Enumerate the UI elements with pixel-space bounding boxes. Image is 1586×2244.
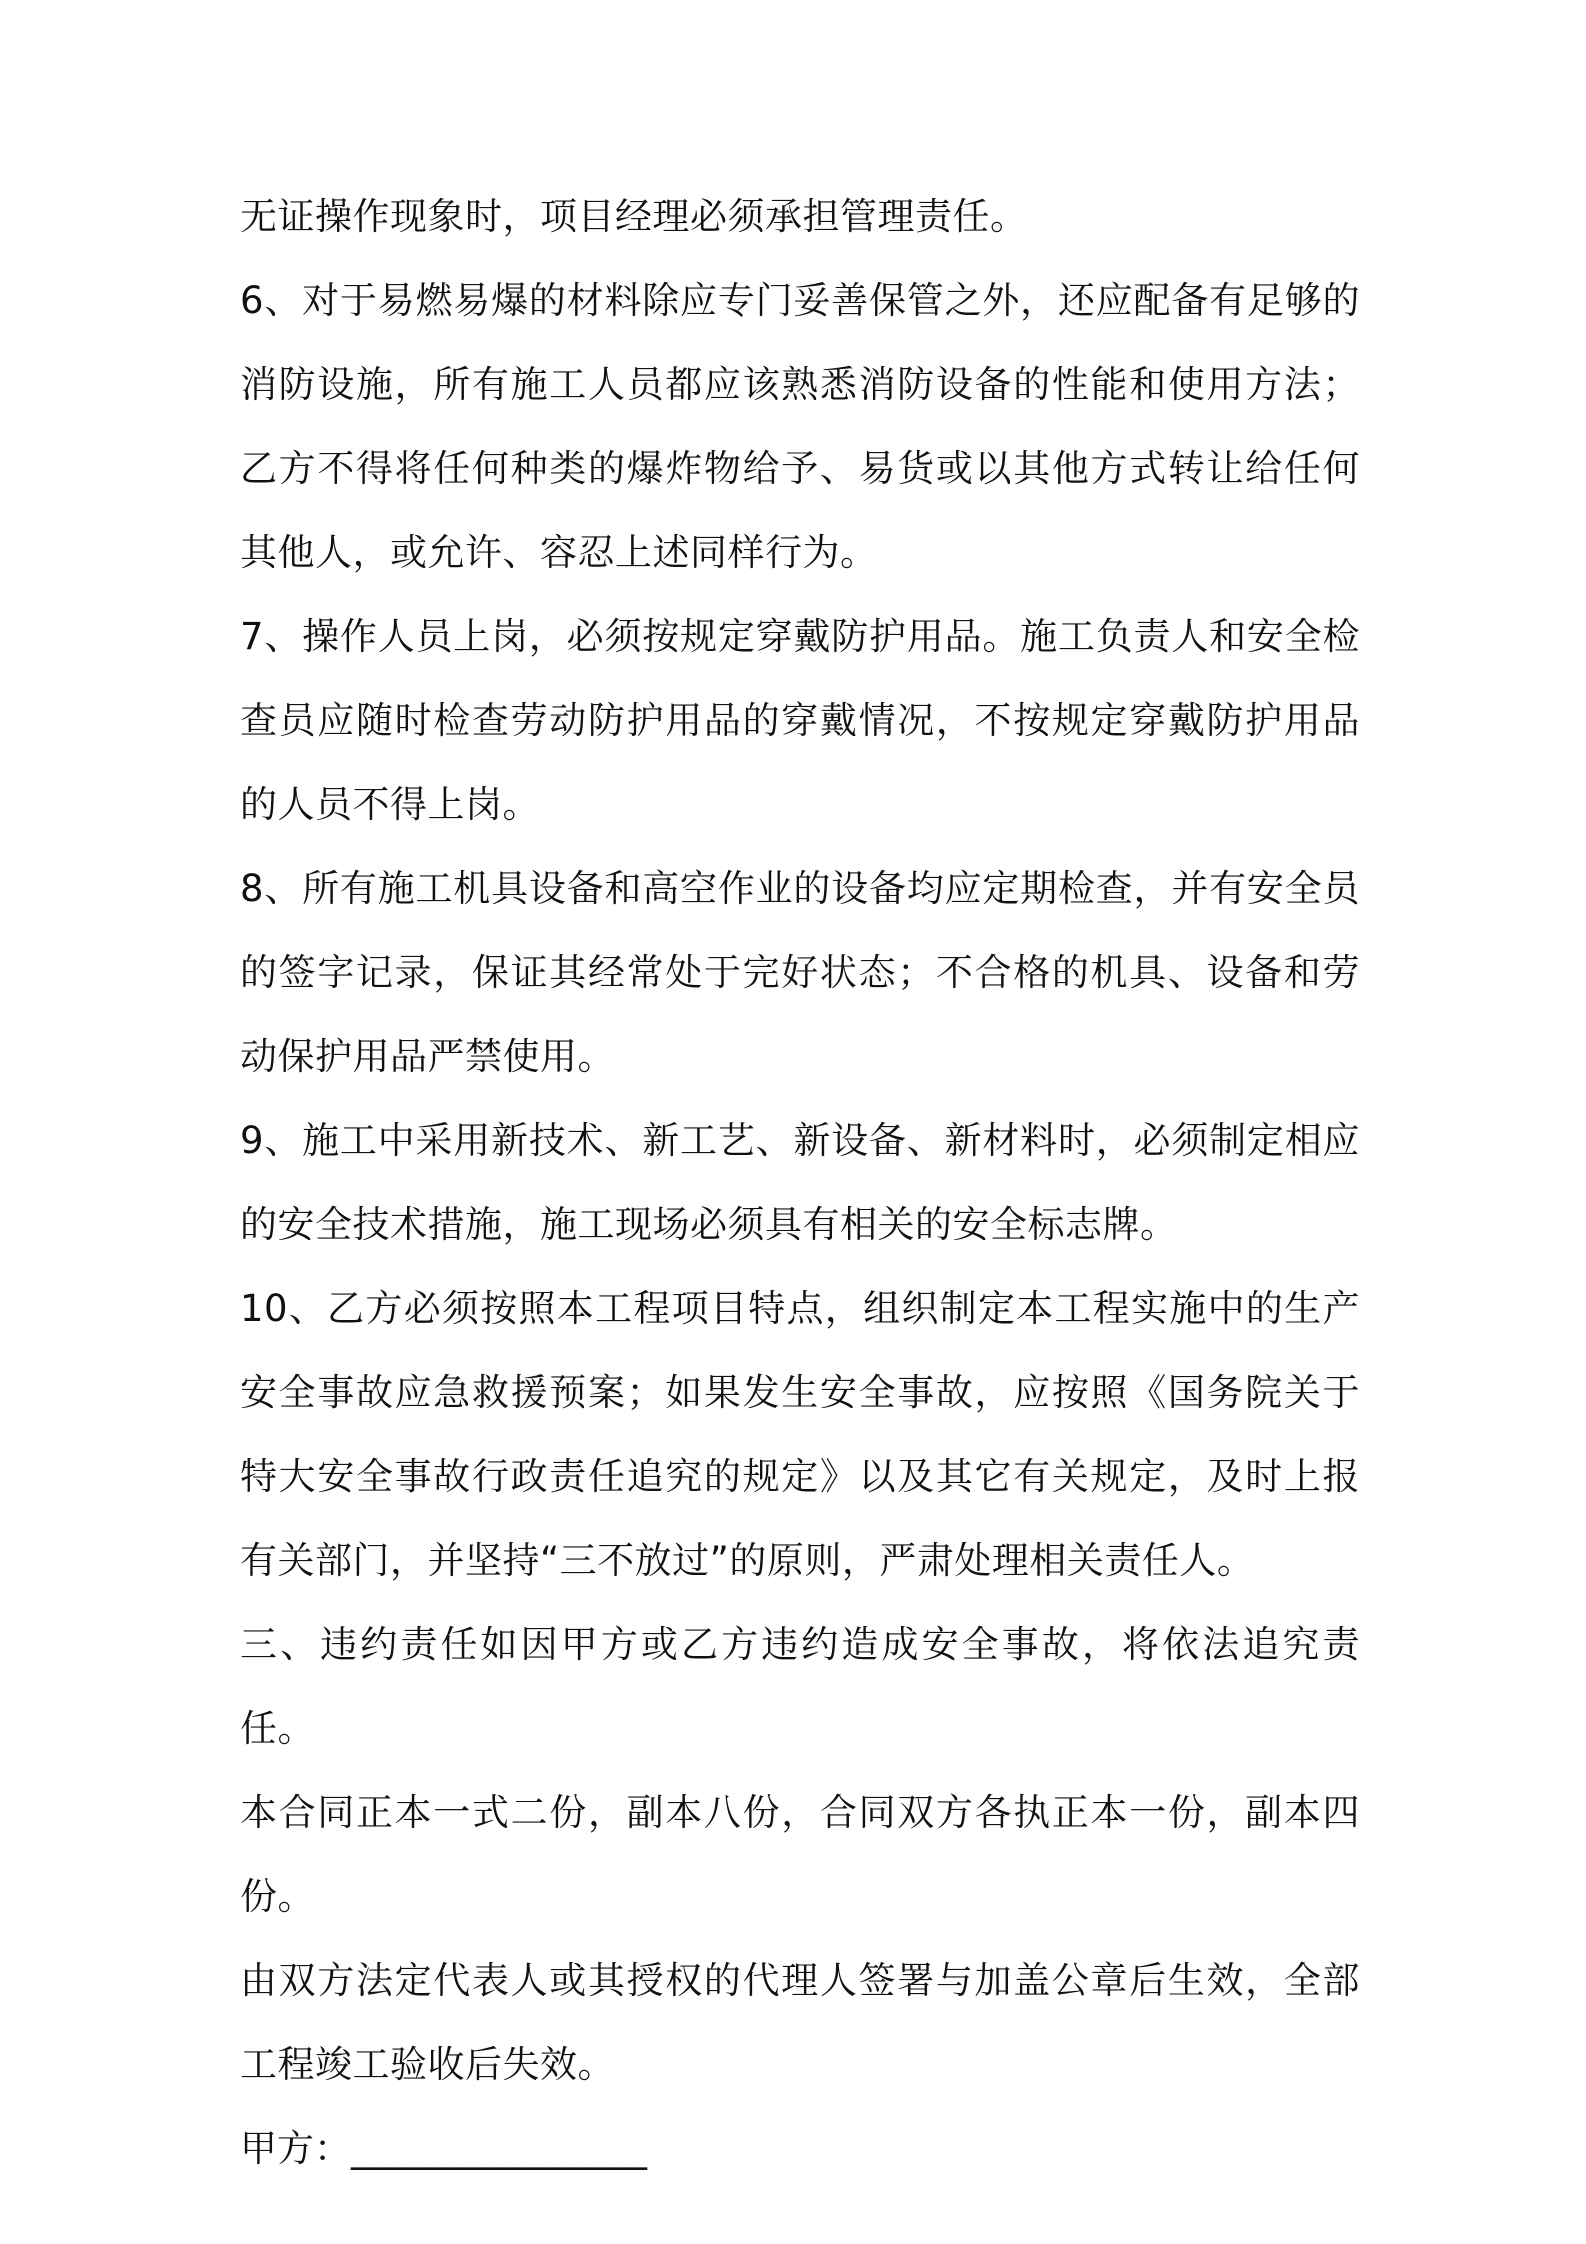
document-page (240, 175, 1360, 2191)
paragraph-copies: 本合同正本一式二份，副本八份，合同双方各执正本一份，副本四份。 (240, 1791, 1360, 1918)
paragraph-continuation: 无证操作现象时，项目经理必须承担管理责任。 (240, 195, 1028, 238)
party-a-signature-line (240, 2107, 1360, 2191)
paragraph-item-8: 8、所有施工机具设备和高空作业的设备均应定期检查，并有安全员的签字记录，保证其经常处于完好状态；不合格的机具、设备和劳动保护用品严禁使用。 (240, 867, 1360, 1078)
paragraph-effectiveness: 由双方法定代表人或其授权的代理人签署与加盖公章后生效，全部工程竣工验收后失效。 (240, 1959, 1360, 2086)
party-a-label: 甲方： (240, 2127, 351, 2170)
paragraph-item-9: 9、施工中采用新技术、新工艺、新设备、新材料时，必须制定相应的安全技术措施，施工现场必须具有相关的安全标志牌。 (240, 1119, 1360, 1246)
paragraph-item-6: 6、对于易燃易爆的材料除应专门妥善保管之外，还应配备有足够的消防设施，所有施工人员都应该熟悉消防设备的性能和使用方法；乙方不得将任何种类的爆炸物给予、易货或以其他方式转让给任何其他人，或允许、容忍上述同样行为。 (240, 279, 1360, 574)
paragraph-item-10: 10、乙方必须按照本工程项目特点，组织制定本工程实施中的生产安全事故应急救援预案；如果发生安全事故，应按照《国务院关于特大安全事故行政责任追究的规定》以及其它有关规定，及时上报有关部门，并坚持“三不放过”的原则，严肃处理相关责任人。 (240, 1287, 1360, 1582)
party-a-signature-blank: ________________ (351, 2127, 647, 2170)
paragraph-item-7: 7、操作人员上岗，必须按规定穿戴防护用品。施工负责人和安全检查员应随时检查劳动防护用品的穿戴情况，不按规定穿戴防护用品的人员不得上岗。 (240, 615, 1360, 826)
paragraph-breach-liability: 三、违约责任如因甲方或乙方违约造成安全事故，将依法追究责任。 (240, 1623, 1360, 1750)
